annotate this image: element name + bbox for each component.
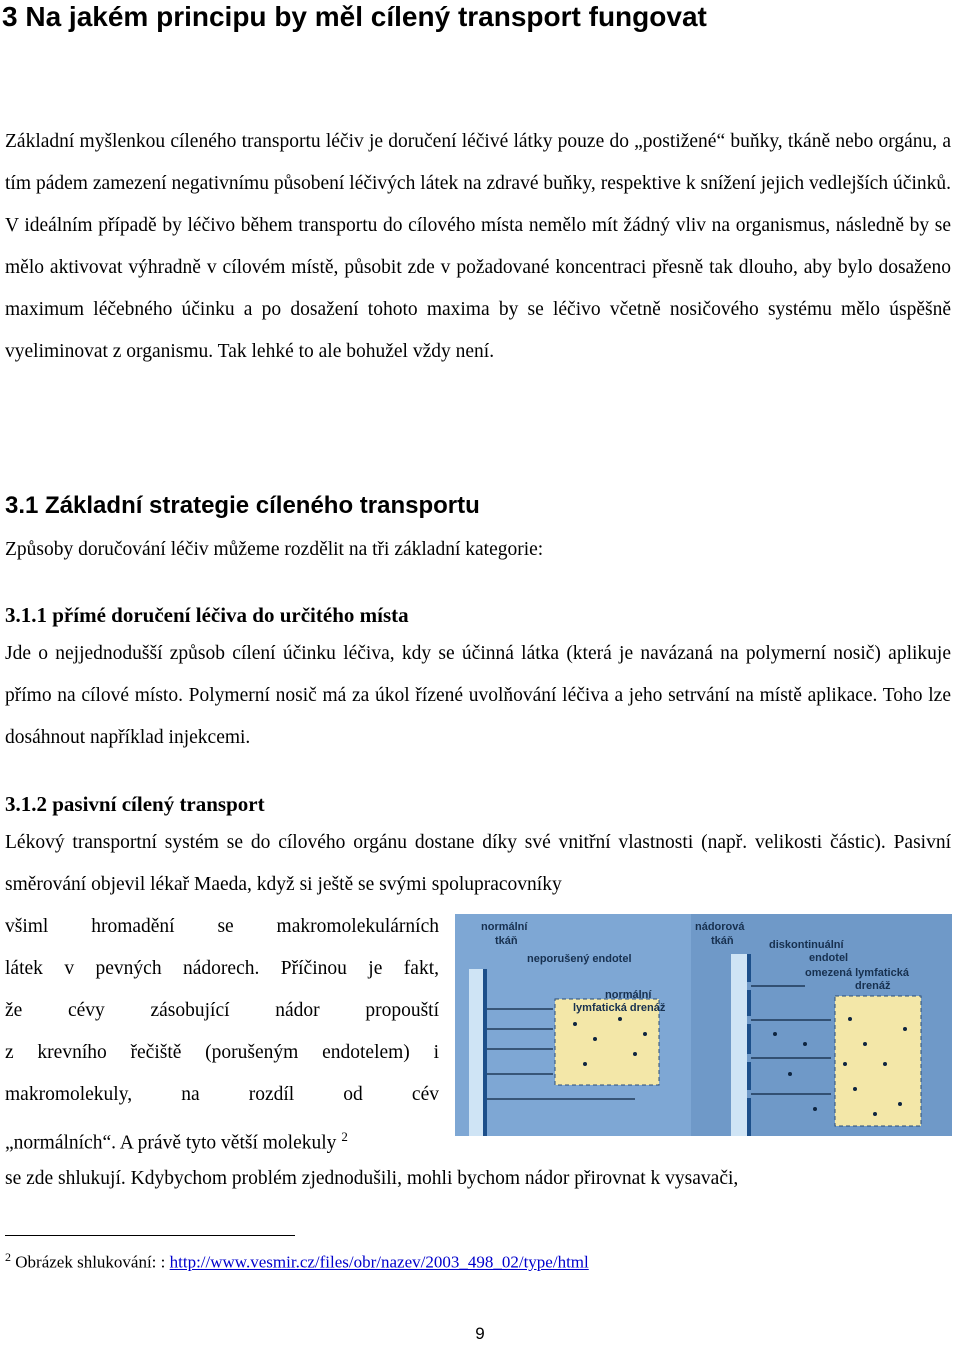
footnote-text: Obrázek shlukování: : — [15, 1252, 170, 1272]
wrapped-text-column — [5, 906, 439, 1165]
footnote-rule — [5, 1235, 295, 1236]
footnote-marker: 2 — [341, 1129, 348, 1144]
label-normal-lymph-2: lymfatická drenáž — [573, 1002, 666, 1014]
footnote-number: 2 — [5, 1250, 11, 1264]
section-3-1-title: 3.1 Základní strategie cíleného transportu — [5, 492, 480, 519]
chapter-heading: 3 Na jakém principu by měl cílený transport fungovat — [2, 1, 707, 32]
section-3-1-1-text: Jde o nejjednodušší způsob cílení účinku léčiva, kdy se účinná látka (která je navázaná na polymerní nosič) aplikuje přímo na cílové místo. Polymerní nosič má za úkol řízené uvolňování léčiva a jeho setrvání na místě aplikace. Toho lze dosáhnout například injekcemi. — [5, 643, 951, 748]
label-intact-endothelium: neporušený endotel — [527, 953, 632, 965]
label-limited-lymph-2: drenáž — [855, 980, 891, 992]
text-line: látek v pevných nádorech. Příčinou je fakt, — [5, 958, 439, 979]
section-3-1-2-title: 3.1.2 pasivní cílený transport — [5, 792, 265, 816]
limited-lymph-box — [835, 996, 921, 1126]
footnote — [5, 1245, 589, 1275]
normal-vessel — [469, 969, 483, 1136]
label-tumor-tissue-2: tkáň — [711, 935, 734, 947]
label-normal-tissue-2: tkáň — [495, 935, 518, 947]
label-discontinuous-endothelium-2: endotel — [809, 952, 849, 964]
discontinuous-endothelium-cells — [747, 954, 751, 1136]
text-line: všiml hromadění se makromolekulárních — [5, 916, 439, 937]
section-3-1-intro: Způsoby doručování léčiv můžeme rozdělit na tři základní kategorie: — [5, 539, 544, 560]
text-line: makromolekuly, na rozdíl od cév — [5, 1084, 439, 1105]
label-tumor-tissue: nádorová — [695, 921, 745, 933]
text-line: že cévy zásobující nádor propouští — [5, 1000, 439, 1021]
footnote-link[interactable]: http://www.vesmir.cz/files/obr/nazev/2003_498_02/type/html — [169, 1252, 589, 1272]
text-line: z krevního řečiště (porušeným endotelem) i — [5, 1042, 439, 1063]
page-number: 9 — [475, 1324, 485, 1343]
label-limited-lymph: omezená lymfatická — [805, 967, 909, 979]
label-normal-lymph: normální — [605, 989, 652, 1001]
section-3-1-1-title: 3.1.1 přímé doručení léčiva do určitého místa — [5, 603, 409, 627]
intro-paragraph: Základní myšlenkou cíleného transportu léčiv je doručení léčivé látky pouze do „postižené“ buňky, tkáně nebo orgánu, a tím pádem zamezení negativnímu působení léčivých látek na zdravé buňky, respektive k snížení jejich vedlejších účinků. V ideálním případě by léčivo během transportu do cílového místa nemělo mít žádný vliv na organismus, následně by se mělo aktivovat výhradně v cílovém místě, působit zde v požadované koncentraci přesně tak dlouho, aby bylo dosaženo maximum léčebného účinku a po dosažení tohoto maxima by se léčivo včetně nosičového systému mělo úspěšně vyeliminovat z organismu. Tak lehké to ale bohužel vždy není. — [5, 131, 951, 362]
text-line: „normálních“. A právě tyto větší molekuly — [5, 1132, 337, 1154]
label-discontinuous-endothelium: diskontinuální — [769, 939, 844, 951]
intact-endothelium-cells — [483, 969, 487, 1136]
label-normal-tissue: normální — [481, 921, 528, 933]
section-3-1-2-after-figure: se zde shlukují. Kdybychom problém zjednodušili, mohli bychom nádor přirovnat k vysavači, — [5, 1168, 739, 1189]
tumor-vessel — [731, 954, 747, 1136]
section-3-1-2-text: Lékový transportní systém se do cílového orgánu dostane díky své vnitřní vlastnosti (např. velikosti částic). Pasivní směrování objevil lékař Maeda, když si ještě se svými spolupracovníky — [5, 832, 951, 895]
accumulation-figure — [455, 914, 952, 1136]
